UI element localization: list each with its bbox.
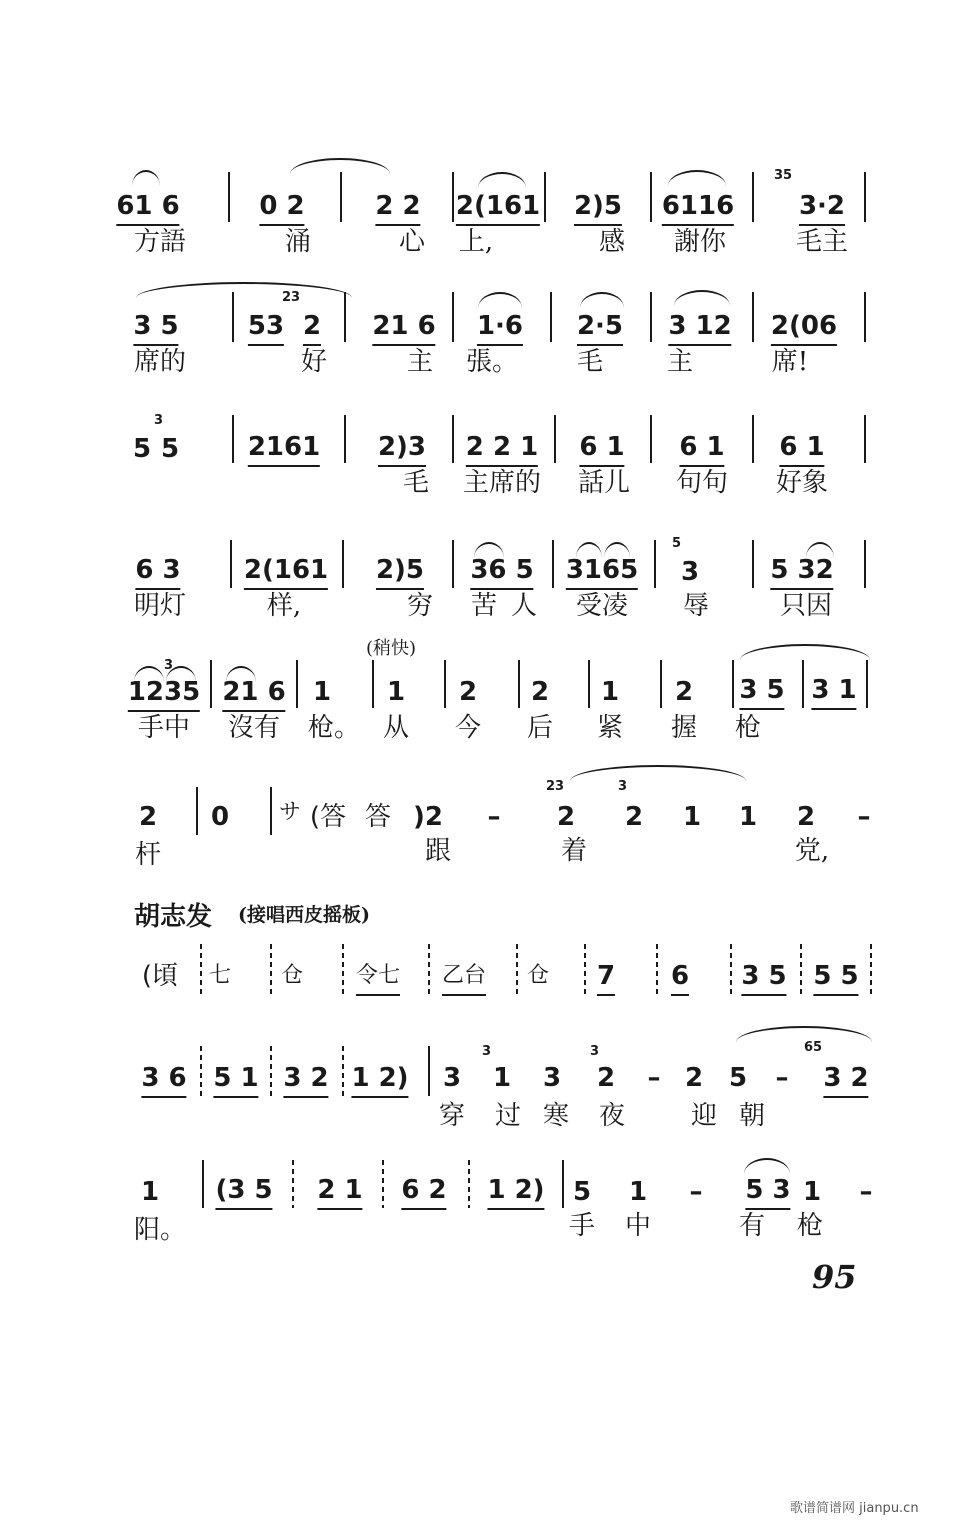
lyric: 謝你 (673, 227, 727, 257)
lyric: 受凌 (575, 591, 629, 621)
note: 2 (684, 1063, 704, 1093)
barline (200, 944, 202, 994)
note: 2(06 (771, 310, 837, 346)
note: 2 2 1 (466, 431, 538, 467)
lyric: 辱 (682, 591, 710, 621)
note: 2·5 (577, 310, 623, 346)
lyric: 枪 (796, 1211, 824, 1241)
grace-note: 65 (804, 1040, 823, 1055)
note: 1 (682, 802, 702, 832)
lyric: 毛主 (795, 227, 849, 257)
lyric: 跟 (424, 836, 452, 866)
lyric: 主 (666, 347, 694, 377)
lyric: 样, (266, 591, 302, 621)
note: (頃 (141, 961, 179, 991)
lyric: 明灯 (133, 591, 187, 621)
note: 6 1 (779, 431, 824, 467)
note: 3 1 (811, 674, 856, 710)
note: 答 (364, 802, 392, 832)
lyric: 朝 (738, 1101, 766, 1131)
note: 3·2 (799, 190, 845, 226)
lyric: 好 (300, 347, 328, 377)
note: 2)5 (376, 554, 424, 590)
watermark: 歌谱简谱网 jianpu.cn (790, 1501, 919, 1516)
lyric: 主席的 (462, 468, 542, 498)
note: 5 (728, 1063, 748, 1093)
barline (428, 944, 430, 994)
note: 5 3 (745, 1174, 790, 1210)
note: 5 32 (770, 554, 833, 590)
lyric: 人 (510, 591, 538, 621)
lyric: 席的 (133, 347, 187, 377)
barline (656, 944, 658, 994)
grace-note: 23 (546, 779, 565, 794)
note: (答 (309, 802, 347, 832)
note: – (647, 1063, 661, 1093)
lyric: 穷 (406, 591, 434, 621)
lyric: 中 (624, 1211, 652, 1241)
lyric: 后 (526, 713, 554, 743)
lyric: 張。 (465, 347, 519, 377)
note: 七 (208, 963, 232, 988)
note: (3 5 (215, 1174, 272, 1210)
lyric: 只因 (779, 591, 833, 621)
lyric: 穿 (438, 1101, 466, 1131)
note: – (857, 802, 871, 832)
grace-note: 35 (774, 168, 793, 183)
note: 1 2) (351, 1062, 408, 1098)
note: 1 (738, 802, 758, 832)
note: 2)3 (378, 431, 426, 467)
note: 21 6 (372, 310, 435, 346)
lyric: 席! (771, 347, 809, 377)
note: 5 5 (813, 960, 858, 996)
note: 5 (132, 434, 152, 464)
note: 2 (796, 802, 816, 832)
note: 3 (442, 1063, 462, 1093)
note: 3 (542, 1063, 562, 1093)
note: 2 (556, 802, 576, 832)
note: サ (278, 800, 302, 825)
grace-note: 3 (164, 658, 174, 673)
note: 2 2 (375, 190, 420, 226)
note: 仓 (526, 963, 550, 988)
note: 1 (628, 1177, 648, 1207)
lyric: 毛 (576, 347, 604, 377)
note: 3 (680, 557, 700, 587)
lyric: 句句 (675, 468, 729, 498)
note: 3 12 (668, 310, 731, 346)
grace-note: 3 (482, 1044, 492, 1059)
note: 0 2 (259, 190, 304, 226)
note: 乙台 (442, 960, 486, 996)
note: 2 1 (317, 1174, 362, 1210)
note: 2 (530, 677, 550, 707)
note: 2 (458, 677, 478, 707)
lyric: 杆 (134, 840, 162, 870)
note: 令七 (356, 960, 400, 996)
lyric: 枪 (734, 713, 762, 743)
note: 1·6 (477, 310, 523, 346)
page-number: 95 (812, 1258, 857, 1296)
grace-note: 3 (590, 1044, 600, 1059)
note: 6116 (662, 190, 734, 226)
barline (584, 944, 586, 994)
note: 0 (210, 802, 230, 832)
note: 6 3 (135, 554, 180, 590)
note: 1 2) (487, 1174, 544, 1210)
note: 6 2 (401, 1174, 446, 1210)
lyric: 好象 (775, 468, 829, 498)
note: )2 (413, 802, 443, 832)
note: 7 (597, 960, 615, 996)
note: 21 6 (222, 676, 285, 712)
note: 仓 (280, 963, 304, 988)
lyric: 迎 (690, 1101, 718, 1131)
barline (870, 944, 872, 994)
lyric: 手中 (137, 713, 191, 743)
lyric: 沒有 (227, 713, 281, 743)
barline (342, 944, 344, 994)
lyric: 握 (670, 713, 698, 743)
lyric: 苦 (470, 591, 498, 621)
lyric: 过 (494, 1101, 522, 1131)
note: – (689, 1177, 703, 1207)
note: 6 1 (579, 431, 624, 467)
note: 1 (600, 677, 620, 707)
note: 3 5 (741, 960, 786, 996)
lyric: 涌 (284, 227, 312, 257)
note: 1 (492, 1063, 512, 1093)
barline (730, 944, 732, 994)
note: 2 (303, 310, 321, 346)
lyric: 主 (406, 347, 434, 377)
note: – (859, 1177, 873, 1207)
note: 1 (140, 1177, 160, 1207)
note: 5 1 (213, 1062, 258, 1098)
note: 1235 (128, 676, 200, 712)
lyric: 話儿 (577, 468, 631, 498)
lyric: 枪。 (307, 713, 361, 743)
lyric: 上, (458, 227, 494, 257)
note: 2 (674, 677, 694, 707)
note: 1 (802, 1177, 822, 1207)
lyric: 心 (398, 227, 426, 257)
note: 2 (138, 802, 158, 832)
lyric: 阳。 (133, 1215, 187, 1245)
note: 61 6 (116, 190, 179, 226)
lyric: 夜 (598, 1101, 626, 1131)
grace-note: 5 (672, 536, 682, 551)
note: – (775, 1063, 789, 1093)
lyric: 今 (454, 713, 482, 743)
lyric: 寒 (542, 1101, 570, 1131)
lyric: 着 (560, 836, 588, 866)
lyric: 毛 (402, 468, 430, 498)
note: 5 (160, 434, 180, 464)
note: 1 (386, 677, 406, 707)
lyric: 从 (382, 713, 410, 743)
aria-mark: (接唱西皮摇板) (238, 904, 370, 926)
lyric: 紧 (596, 713, 624, 743)
note: 2161 (248, 431, 320, 467)
grace-note: 3 (618, 779, 628, 794)
note: 3 6 (141, 1062, 186, 1098)
barline (516, 944, 518, 994)
note: 6 1 (679, 431, 724, 467)
note: 5 (572, 1177, 592, 1207)
note: 3 5 (133, 310, 178, 346)
lyric: 感 (598, 227, 626, 257)
note: 3 5 (739, 674, 784, 710)
note: 53 (248, 310, 284, 346)
lyric: 有 (738, 1211, 766, 1241)
note: 2(161 (456, 190, 540, 226)
note: 2 (596, 1063, 616, 1093)
note: 3165 (566, 554, 638, 590)
lyric: 手 (568, 1211, 596, 1241)
barline (270, 944, 272, 994)
note: 3 2 (823, 1062, 868, 1098)
note: 3 2 (283, 1062, 328, 1098)
grace-note: 3 (154, 413, 164, 428)
lyric: 方語 (133, 227, 187, 257)
note: – (487, 802, 501, 832)
note: 2(161 (244, 554, 328, 590)
singer-name: 胡志发 (134, 902, 213, 932)
note: 36 5 (470, 554, 533, 590)
note: 2 (624, 802, 644, 832)
note: 2)5 (574, 190, 622, 226)
lyric: 党, (794, 836, 830, 866)
note: 1 (312, 677, 332, 707)
grace-note: 23 (282, 290, 301, 305)
barline (800, 944, 802, 994)
tempo-mark: (稍快) (366, 638, 417, 659)
note: 6 (671, 960, 689, 996)
